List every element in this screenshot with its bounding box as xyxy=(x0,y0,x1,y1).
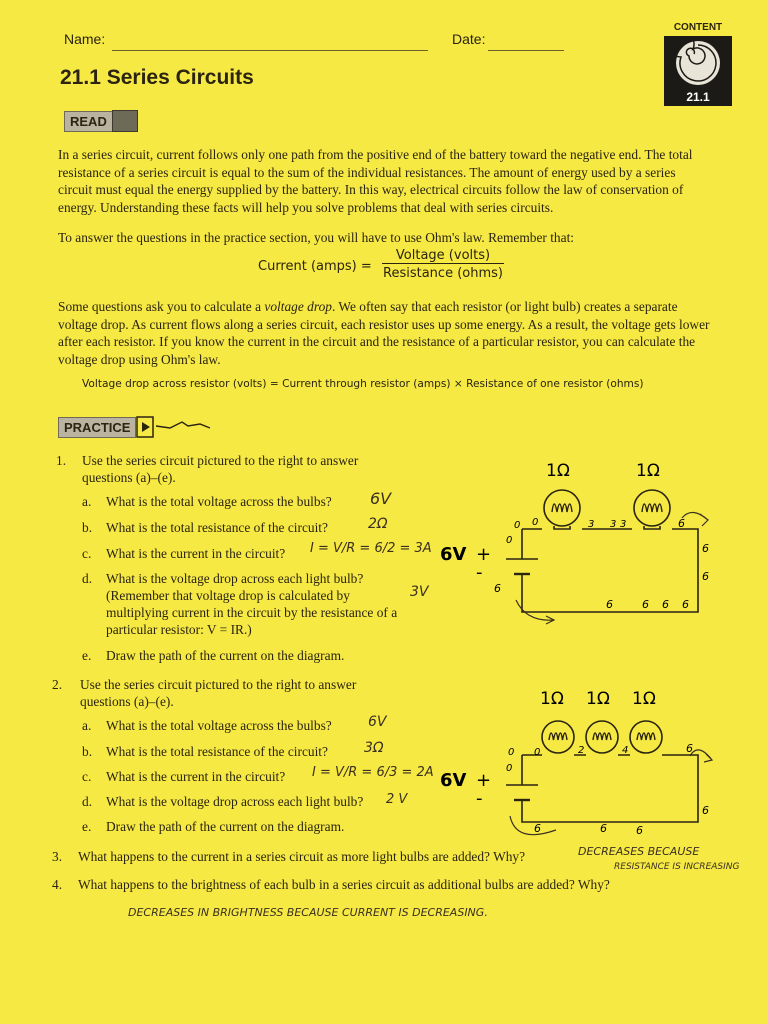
q2-number: 2. xyxy=(52,677,63,692)
circuit1-battery xyxy=(506,559,538,574)
voltage-drop-term: voltage drop xyxy=(264,299,332,314)
q2c-letter: c. xyxy=(82,769,92,784)
circuit1-mark: 6 xyxy=(606,598,613,611)
q1a-text: What is the total voltage across the bulbs? xyxy=(106,494,332,509)
circuit2-mark: 6 xyxy=(534,822,541,835)
read-label: READ xyxy=(64,111,113,132)
practice-tag xyxy=(58,416,226,438)
circuit1-mark: 6 xyxy=(494,582,501,595)
circuit2-mark: 4 xyxy=(622,745,629,756)
q3-answer-line1[interactable]: DECREASES BECAUSE xyxy=(578,845,700,858)
voltage-drop-start: Some questions ask you to calculate a xyxy=(58,299,265,314)
page-title: 21.1 Series Circuits xyxy=(60,66,254,89)
circuit1-mark: 6 xyxy=(682,598,689,611)
q1e-letter: e. xyxy=(82,648,92,663)
nautilus-icon xyxy=(664,36,732,106)
q1-stem-line1: Use the series circuit pictured to the right to answer xyxy=(82,453,359,468)
q1c-text: What is the current in the circuit? xyxy=(106,546,286,561)
ohms-law-left: Current (amps) = xyxy=(258,259,372,274)
q1d-letter: d. xyxy=(82,571,93,586)
circuit2-bulb-3 xyxy=(630,721,662,753)
circuit1-mark: 0 xyxy=(506,535,513,546)
circuit1-mark: 6 xyxy=(642,598,649,611)
q1b-text: What is the total resistance of the circuit? xyxy=(106,520,328,535)
circuit1-plus: + xyxy=(476,544,492,565)
circuit1-mark: 0 xyxy=(514,520,521,531)
circuit2-bulb2-label: 1Ω xyxy=(586,689,610,709)
q1a-letter: a. xyxy=(82,494,92,509)
q1b-answer[interactable]: 2Ω xyxy=(368,516,388,532)
read-tag xyxy=(64,110,138,132)
q2b-answer[interactable]: 3Ω xyxy=(364,740,384,756)
q2a-letter: a. xyxy=(82,718,92,733)
q1-stem-line2: questions (a)–(e). xyxy=(82,470,176,485)
circuit2-mark: 6 xyxy=(686,742,693,755)
circuit1-mark: 6 xyxy=(702,542,709,555)
circuit1-mark: 3 xyxy=(620,519,627,530)
q1e-text: Draw the path of the current on the diagram. xyxy=(106,648,345,663)
circuit2-minus: - xyxy=(476,788,483,809)
q2e-text: Draw the path of the current on the diagram. xyxy=(106,819,345,834)
q3-text: What happens to the current in a series circuit as more light bulbs are added? Why? xyxy=(78,849,526,864)
q2-stem-line2: questions (a)–(e). xyxy=(80,694,174,709)
circuit2-mark: 6 xyxy=(702,804,709,817)
circuit2-bulb1-label: 1Ω xyxy=(540,689,564,709)
ohms-law-intro: To answer the questions in the practice section, you will have to use Ohm's law. Remember that: xyxy=(58,230,575,245)
q1b-letter: b. xyxy=(82,520,93,535)
q1a-answer[interactable]: 6V xyxy=(370,489,392,508)
q4-text: What happens to the brightness of each bulb in a series circuit as additional bulbs are added? Why? xyxy=(78,877,610,892)
q1c-letter: c. xyxy=(82,546,92,561)
q2-stem-line1: Use the series circuit pictured to the right to answer xyxy=(80,677,357,692)
pencil-arrow-icon xyxy=(136,416,226,438)
circuit2-bulb3-label: 1Ω xyxy=(632,689,656,709)
q2b-text: What is the total resistance of the circuit? xyxy=(106,744,328,759)
badge-number: 21.1 xyxy=(686,90,710,104)
circuit2-battery-label: 6V xyxy=(440,770,467,791)
practice-label: PRACTICE xyxy=(58,417,136,438)
q4-number: 4. xyxy=(52,877,63,892)
date-label: Date: xyxy=(452,31,486,47)
circuit2-current-arrow xyxy=(510,816,556,835)
circuit1-mark: 6 xyxy=(662,598,669,611)
circuit2-mark: 2 xyxy=(578,745,585,756)
circuit1-mark: 3 xyxy=(610,519,617,530)
circuit2-mark: 0 xyxy=(508,747,515,758)
name-field-line[interactable] xyxy=(112,50,428,51)
q3-number: 3. xyxy=(52,849,63,864)
voltage-drop-end: . We often say that each resistor (or light bulb) creates a separate voltage drop. As current flows along a series circuit, each resistor uses up some energy. As a result, the voltage gets lower after each resistor. If you know the current in the circuit and the resistance of a particular resistor, you can calculate the voltage drop using Ohm's law. xyxy=(58,299,710,367)
circuit2-plus: + xyxy=(476,770,492,791)
circuit1-minus: - xyxy=(476,562,483,583)
q2c-answer[interactable]: I = V/R = 6/3 = 2A xyxy=(312,765,434,780)
voltage-drop-formula: Voltage drop across resistor (volts) = Current through resistor (amps) × Resistance of one resistor (ohms) xyxy=(82,378,644,390)
circuit1-bulb2-label: 1Ω xyxy=(636,461,660,481)
circuit1-mark: 3 xyxy=(588,519,595,530)
q1d-line2: (Remember that voltage drop is calculated by xyxy=(106,588,350,603)
book-icon xyxy=(112,110,138,132)
circuit2-mark: 6 xyxy=(636,824,643,837)
circuit1-battery-label: 6V xyxy=(440,544,467,565)
q2b-letter: b. xyxy=(82,744,93,759)
voltage-drop-paragraph xyxy=(58,298,712,368)
circuit-1-diagram[interactable] xyxy=(436,456,726,638)
q1d-line3: multiplying current in the circuit by the resistance of a xyxy=(106,605,398,620)
circuit2-bulb-2 xyxy=(586,721,618,753)
q1d-line1: What is the voltage drop across each light bulb? xyxy=(106,571,364,586)
q2e-letter: e. xyxy=(82,819,92,834)
q3-answer-line2[interactable]: RESISTANCE IS INCREASING xyxy=(614,862,740,872)
circuit2-mark: 0 xyxy=(534,747,541,758)
circuit1-bulb-2 xyxy=(634,490,670,529)
circuit1-bulb1-label: 1Ω xyxy=(546,461,570,481)
intro-paragraph: In a series circuit, current follows only one path from the positive end of the battery toward the negative end. The total resistance of a series circuit is equal to the sum of the individual resistances. The amount of energy used by a series circuit must equal the energy supplied by the battery. In this way, electrical circuits follow the law of conservation of energy. Understanding these facts will help you solve problems that deal with series circuits. xyxy=(58,147,693,215)
q4-answer[interactable]: DECREASES IN BRIGHTNESS BECAUSE CURRENT IS DECREASING. xyxy=(128,906,488,919)
q2d-answer[interactable]: 2 V xyxy=(386,792,408,807)
circuit1-bulb-1 xyxy=(544,490,580,529)
circuit2-bulb-1 xyxy=(542,721,574,753)
circuit1-mark: 0 xyxy=(532,517,539,528)
date-field-line[interactable] xyxy=(488,50,564,51)
q1d-line4: particular resistor: V = IR.) xyxy=(106,622,252,637)
circuit1-arrow-top xyxy=(682,512,708,526)
q2d-letter: d. xyxy=(82,794,93,809)
q2d-text: What is the voltage drop across each light bulb? xyxy=(106,794,364,809)
circuit2-mark: 6 xyxy=(600,822,607,835)
circuit2-mark: 0 xyxy=(506,763,513,774)
ohms-law-denominator: Resistance (ohms) xyxy=(383,266,503,281)
name-label: Name: xyxy=(64,31,106,47)
circuit1-mark: 6 xyxy=(702,570,709,583)
q1d-answer[interactable]: 3V xyxy=(410,584,429,600)
q1-number: 1. xyxy=(56,453,67,468)
q2a-text: What is the total voltage across the bulbs? xyxy=(106,718,332,733)
badge-top-label: CONTENT xyxy=(673,22,723,33)
q2c-text: What is the current in the circuit? xyxy=(106,769,286,784)
circuit2-arrow-top xyxy=(690,750,712,762)
q1c-answer[interactable]: I = V/R = 6/2 = 3A xyxy=(310,541,432,556)
circuit1-mark: 6 xyxy=(678,517,685,530)
circuit2-battery xyxy=(506,785,538,800)
ohms-law-numerator: Voltage (volts) xyxy=(382,248,504,264)
circuit-2-diagram[interactable] xyxy=(436,682,726,842)
content-badge xyxy=(660,22,736,108)
circuit2-wire xyxy=(522,755,698,822)
q2a-answer[interactable]: 6V xyxy=(368,714,387,730)
